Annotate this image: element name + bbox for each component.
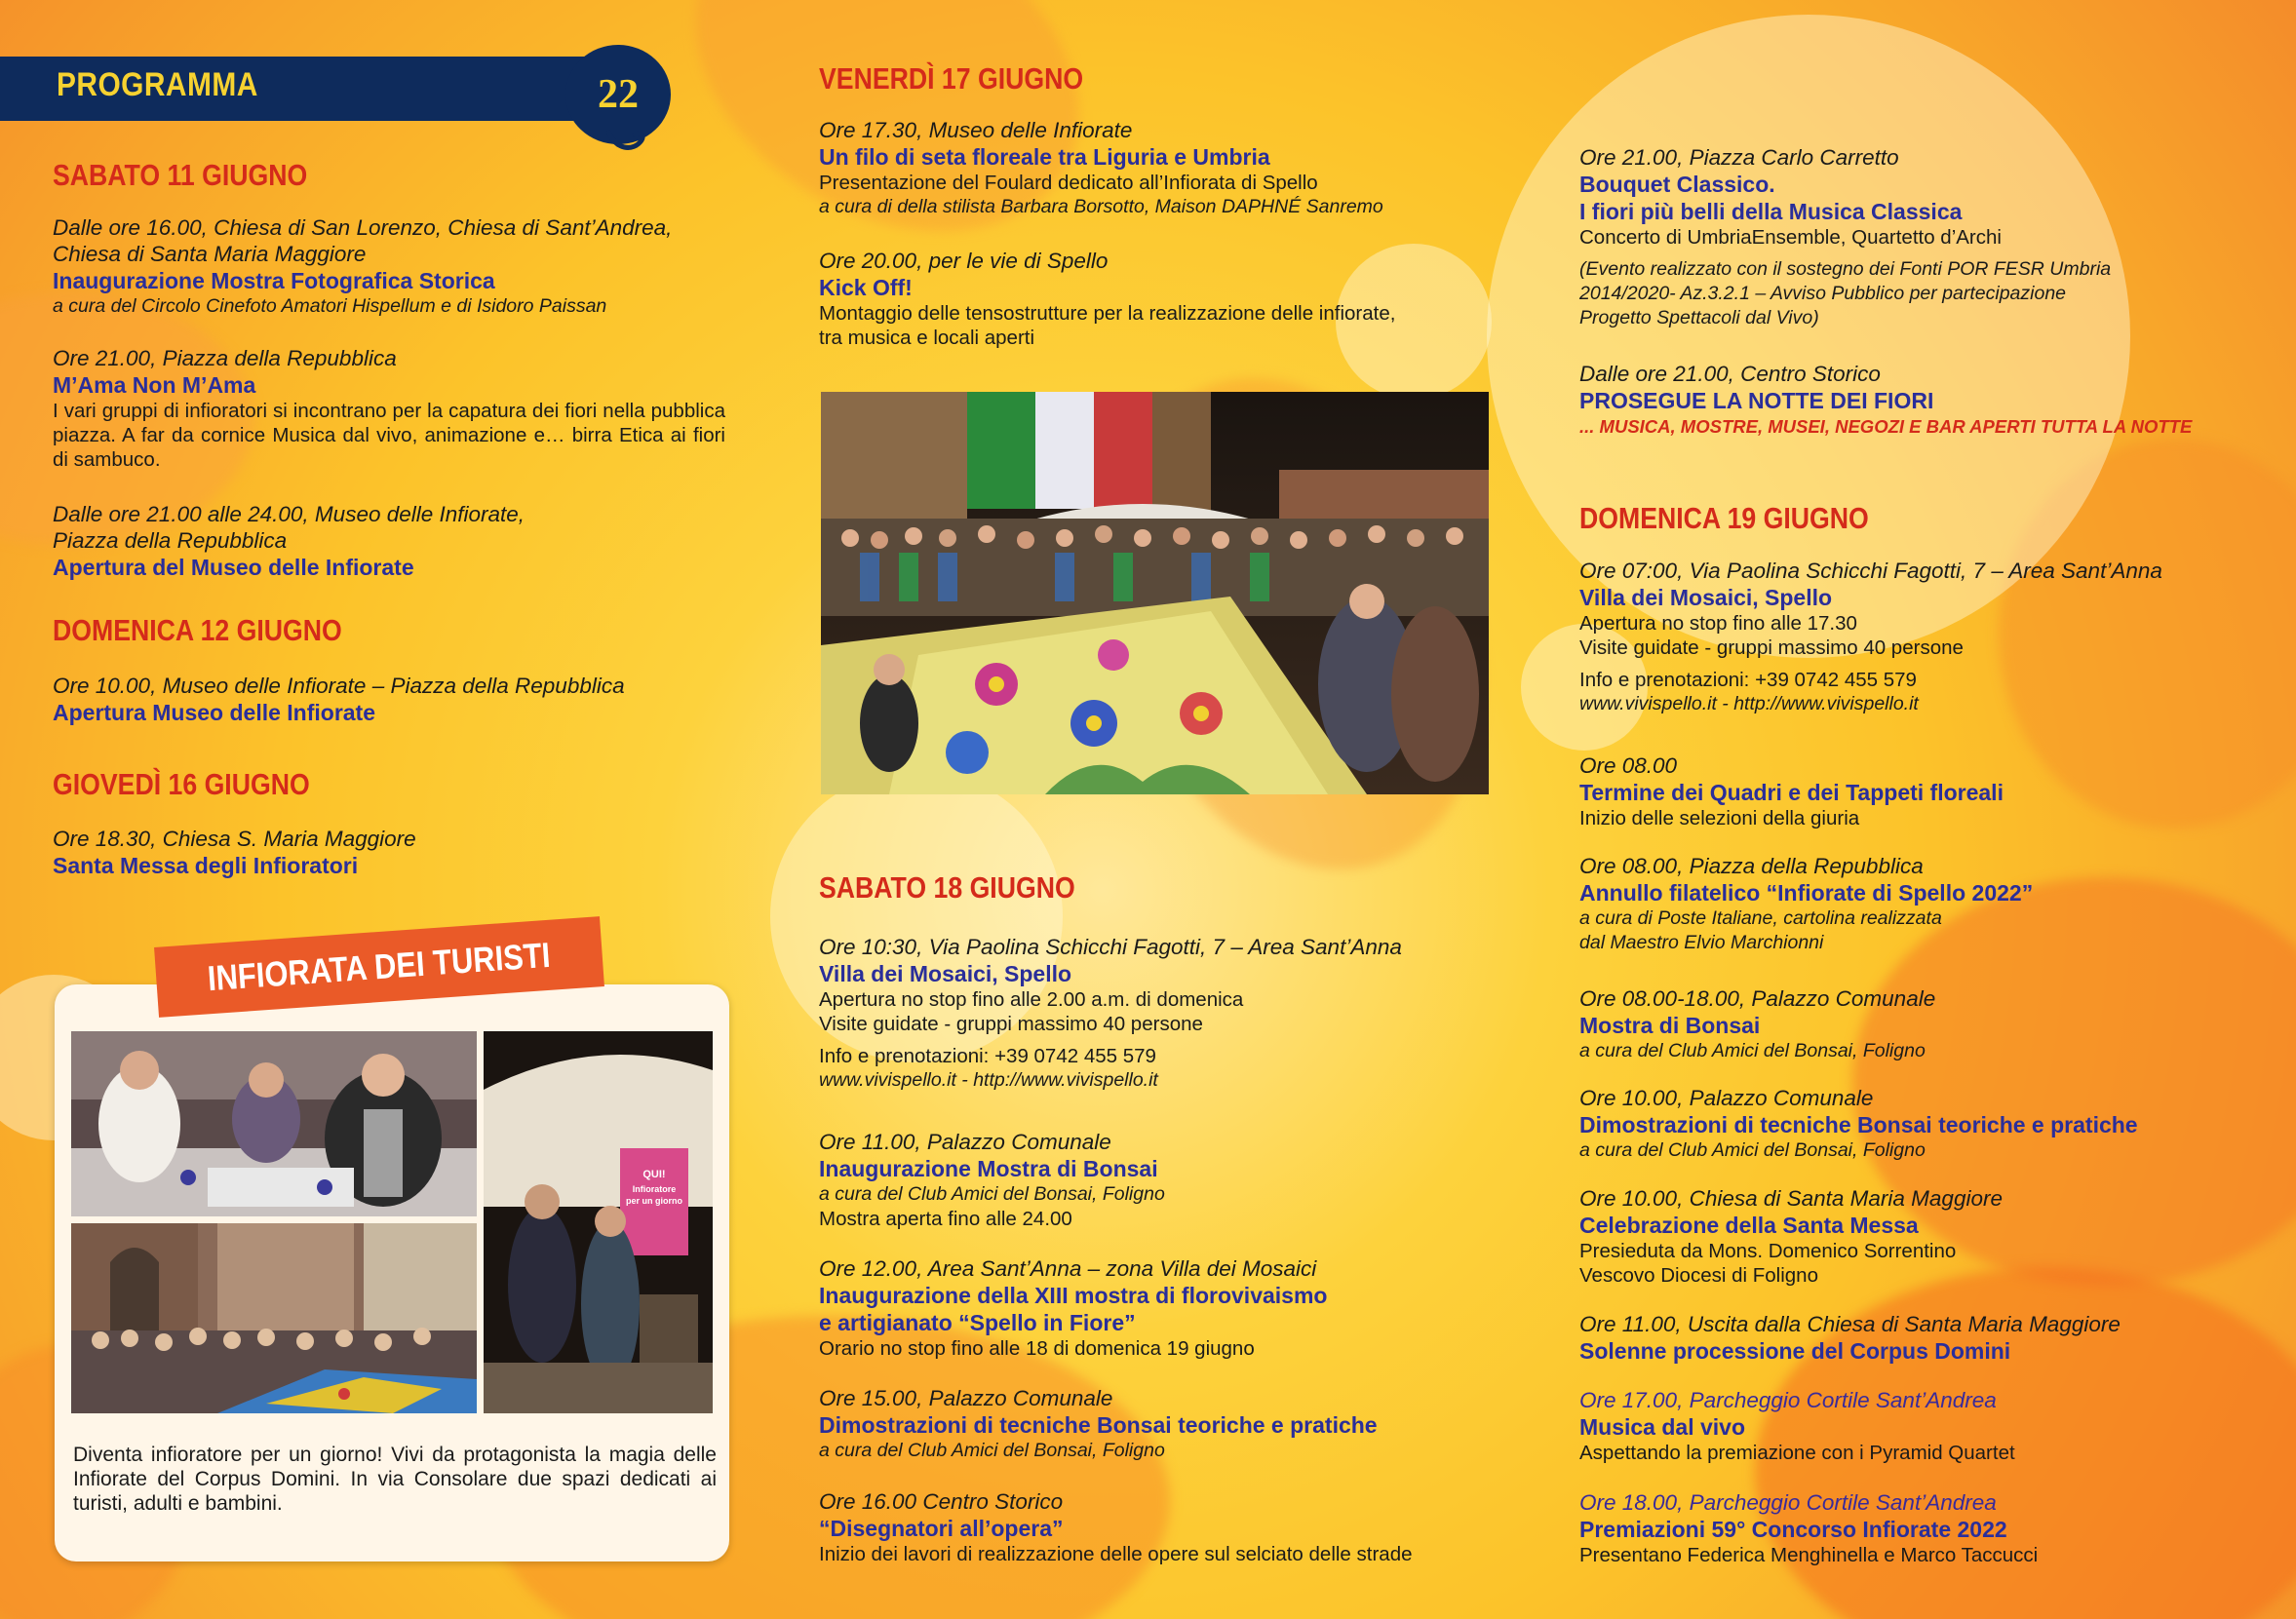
event-info-phone: Info e prenotazioni: +39 0742 455 579 — [819, 1045, 1156, 1067]
event-item — [819, 1385, 1521, 1463]
event-title: Bouquet Classico. — [1579, 172, 1775, 197]
event-time: Ore 21.00, Piazza Carlo Carretto — [1579, 145, 1899, 170]
event-organizer: a cura del Club Amici del Bonsai, Foligno — [1579, 1139, 1926, 1161]
event-title: Inaugurazione Mostra di Bonsai — [819, 1156, 1158, 1181]
event-info-web: www.vivispello.it - http://www.vivispello.it — [819, 1069, 1158, 1091]
event-time: Ore 15.00, Palazzo Comunale — [819, 1386, 1113, 1410]
event-description: Aspettando la premiazione con i Pyramid Quartet — [1579, 1442, 2015, 1464]
event-note: Progetto Spettacoli dal Vivo) — [1579, 307, 1819, 328]
event-title: Dimostrazioni di tecniche Bonsai teoriche e pratiche — [1579, 1112, 2138, 1137]
event-note: 2014/2020- Az.3.2.1 – Avviso Pubblico per partecipazione — [1579, 283, 2067, 304]
event-item — [819, 117, 1521, 219]
event-item — [1579, 1311, 2281, 1365]
event-title: Santa Messa degli Infioratori — [53, 853, 359, 878]
event-item — [53, 673, 735, 726]
event-organizer: a cura di Poste Italiane, cartolina realizzata — [1579, 907, 1942, 929]
event-description: Inizio dei lavori di realizzazione delle opere sul selciato delle strade — [819, 1543, 1413, 1565]
event-title: Un filo di seta floreale tra Liguria e Umbria — [819, 144, 1270, 170]
event-time: Ore 10.00, Museo delle Infiorate – Piazza della Repubblica — [53, 674, 625, 698]
event-item — [819, 1255, 1521, 1361]
event-title: I fiori più belli della Musica Classica — [1579, 199, 1963, 224]
event-title: Solenne processione del Corpus Domini — [1579, 1338, 2011, 1364]
event-item — [53, 214, 735, 319]
event-time: Ore 08.00 — [1579, 753, 1678, 778]
event-item — [1579, 1387, 2281, 1465]
event-organizer: a cura del Club Amici del Bonsai, Foligno — [819, 1183, 1165, 1205]
event-description: I vari gruppi di infioratori si incontrano per la capatura dei fiori nella pubblica piazza. A far da cornice Musica dal vivo, animazione e… birra Etica ai fiori di sambuco. — [53, 400, 725, 471]
day-heading: SABATO 11 GIUGNO — [53, 158, 308, 192]
event-info-phone: Info e prenotazioni: +39 0742 455 579 — [1579, 669, 1917, 691]
event-item — [1579, 1185, 2281, 1288]
tourist-caption: Diventa infioratore per un giorno! Vivi da protagonista la magia delle Infiorate del Corpus Domini. In via Consolare due spazi dedicati ai turisti, adulti e bambini. — [73, 1444, 717, 1515]
event-time: Dalle ore 16.00, Chiesa di San Lorenzo, Chiesa di Sant’Andrea, — [53, 215, 673, 240]
event-title: Musica dal vivo — [1579, 1414, 1746, 1440]
event-description: tra musica e locali aperti — [819, 327, 1035, 349]
event-time: Ore 10:30, Via Paolina Schicchi Fagotti, 7 – Area Sant’Anna — [819, 935, 1402, 959]
event-time: Ore 12.00, Area Sant’Anna – zona Villa dei Mosaici — [819, 1256, 1317, 1281]
infiorata-night-photo — [821, 392, 1489, 794]
event-time: Ore 17.00, Parcheggio Cortile Sant’Andrea — [1579, 1388, 1997, 1412]
event-description: Concerto di UmbriaEnsemble, Quartetto d’Archi — [1579, 226, 2002, 249]
event-item — [1579, 1489, 2281, 1567]
event-time: Ore 11.00, Palazzo Comunale — [819, 1130, 1111, 1154]
event-time: Ore 08.00-18.00, Palazzo Comunale — [1579, 986, 1936, 1011]
event-description: Presentazione del Foulard dedicato all’Infiorata di Spello — [819, 172, 1318, 194]
event-title: Inaugurazione Mostra Fotografica Storica — [53, 268, 495, 293]
event-item — [1579, 1085, 2281, 1163]
event-item — [819, 1488, 1521, 1566]
event-time: Ore 10.00, Chiesa di Santa Maria Maggiore — [1579, 1186, 2003, 1211]
day-heading: DOMENICA 12 GIUGNO — [53, 613, 342, 647]
event-title: Kick Off! — [819, 275, 913, 300]
day-heading: VENERDÌ 17 GIUGNO — [819, 61, 1084, 96]
tourist-photo-3 — [484, 1031, 713, 1413]
curl-ornament-icon — [604, 127, 647, 156]
event-title: Mostra di Bonsai — [1579, 1013, 1761, 1038]
event-time: Dalle ore 21.00, Centro Storico — [1579, 362, 1881, 386]
event-item — [1579, 853, 2281, 955]
event-title: Dimostrazioni di tecniche Bonsai teoriche e pratiche — [819, 1412, 1378, 1438]
page-title: PROGRAMMA — [57, 66, 258, 103]
event-item — [819, 1129, 1521, 1231]
event-organizer: a cura del Circolo Cinefoto Amatori Hispellum e di Isidoro Paissan — [53, 295, 607, 317]
event-title: Apertura del Museo delle Infiorate — [53, 555, 414, 580]
event-title: Celebrazione della Santa Messa — [1579, 1213, 1919, 1238]
svg-text:QUI!: QUI! — [642, 1169, 666, 1180]
event-place: Piazza della Repubblica — [53, 528, 288, 553]
event-info-web: www.vivispello.it - http://www.vivispello.it — [1579, 693, 1919, 714]
event-time: Ore 20.00, per le vie di Spello — [819, 249, 1109, 273]
event-description: Apertura no stop fino alle 17.30 — [1579, 612, 1857, 635]
event-title: Termine dei Quadri e dei Tappeti floreali — [1579, 780, 2004, 805]
page-number: 22 — [565, 45, 671, 144]
event-description: Visite guidate - gruppi massimo 40 persone — [1579, 636, 1964, 659]
event-item — [1579, 558, 2281, 716]
event-title: Apertura Museo delle Infiorate — [53, 700, 376, 725]
event-note: (Evento realizzato con il sostegno dei Fonti POR FESR Umbria — [1579, 258, 2112, 280]
event-time: Ore 18.00, Parcheggio Cortile Sant’Andrea — [1579, 1490, 1997, 1515]
tourist-photo-2 — [71, 1223, 477, 1413]
event-item — [1579, 985, 2281, 1063]
event-description: Visite guidate - gruppi massimo 40 persone — [819, 1013, 1203, 1035]
event-title: e artigianato “Spello in Fiore” — [819, 1310, 1136, 1335]
event-organizer: dal Maestro Elvio Marchionni — [1579, 932, 1824, 953]
tourist-banner-label: INFIORATA DEI TURISTI — [206, 934, 552, 999]
event-item — [1579, 752, 2281, 830]
event-description: Presentano Federica Menghinella e Marco Taccucci — [1579, 1544, 2039, 1566]
event-title: Villa dei Mosaici, Spello — [1579, 585, 1833, 610]
event-item — [1579, 361, 2281, 439]
event-description: Mostra aperta fino alle 24.00 — [819, 1208, 1072, 1230]
day-heading: GIOVEDÌ 16 GIUGNO — [53, 767, 310, 801]
event-title: “Disegnatori all’opera” — [819, 1516, 1064, 1541]
event-title: Premiazioni 59° Concorso Infiorate 2022 — [1579, 1517, 2007, 1542]
day-heading: SABATO 18 GIUGNO — [819, 870, 1075, 905]
event-item — [819, 248, 1521, 350]
event-time: Ore 10.00, Palazzo Comunale — [1579, 1086, 1874, 1110]
event-title: M’Ama Non M’Ama — [53, 372, 256, 398]
event-title: Inaugurazione della XIII mostra di florovivaismo — [819, 1283, 1328, 1308]
event-title: Villa dei Mosaici, Spello — [819, 961, 1072, 986]
event-time: Ore 08.00, Piazza della Repubblica — [1579, 854, 1924, 878]
event-item — [1579, 144, 2262, 330]
event-time: Ore 17.30, Museo delle Infiorate — [819, 118, 1133, 142]
event-item — [53, 501, 735, 581]
event-place: Chiesa di Santa Maria Maggiore — [53, 242, 367, 266]
event-organizer: a cura del Club Amici del Bonsai, Foligno — [1579, 1040, 1926, 1061]
event-item — [53, 826, 735, 879]
event-description: Orario no stop fino alle 18 di domenica 19 giugno — [819, 1337, 1255, 1360]
event-title: Annullo filatelico “Infiorate di Spello 2022” — [1579, 880, 2034, 906]
event-time: Ore 18.30, Chiesa S. Maria Maggiore — [53, 827, 416, 851]
event-description: Vescovo Diocesi di Foligno — [1579, 1264, 1818, 1287]
event-description: Apertura no stop fino alle 2.00 a.m. di domenica — [819, 988, 1244, 1011]
event-description: Montaggio delle tensostrutture per la realizzazione delle infiorate, — [819, 302, 1396, 325]
svg-text:Infioratore: Infioratore — [632, 1184, 677, 1194]
event-item — [53, 345, 725, 472]
event-highlight: ... MUSICA, MOSTRE, MUSEI, NEGOZI E BAR APERTI TUTTA LA NOTTE — [1579, 416, 2193, 437]
event-time: Ore 21.00, Piazza della Repubblica — [53, 346, 397, 370]
event-description: Presieduta da Mons. Domenico Sorrentino — [1579, 1240, 1957, 1262]
event-time: Dalle ore 21.00 alle 24.00, Museo delle Infiorate, — [53, 502, 525, 526]
event-time: Ore 11.00, Uscita dalla Chiesa di Santa Maria Maggiore — [1579, 1312, 2121, 1336]
event-organizer: a cura del Club Amici del Bonsai, Foligno — [819, 1440, 1165, 1461]
svg-text:per un giorno: per un giorno — [626, 1196, 682, 1206]
event-time: Ore 07:00, Via Paolina Schicchi Fagotti, 7 – Area Sant’Anna — [1579, 559, 2162, 583]
event-item — [819, 934, 1521, 1093]
tourist-photo-1 — [71, 1031, 477, 1216]
event-title: PROSEGUE LA NOTTE DEI FIORI — [1579, 388, 1934, 413]
event-description: Inizio delle selezioni della giuria — [1579, 807, 1860, 829]
day-heading: DOMENICA 19 GIUGNO — [1579, 501, 1869, 535]
event-time: Ore 16.00 Centro Storico — [819, 1489, 1064, 1514]
event-organizer: a cura di della stilista Barbara Borsotto, Maison DAPHNÉ Sanremo — [819, 196, 1383, 217]
